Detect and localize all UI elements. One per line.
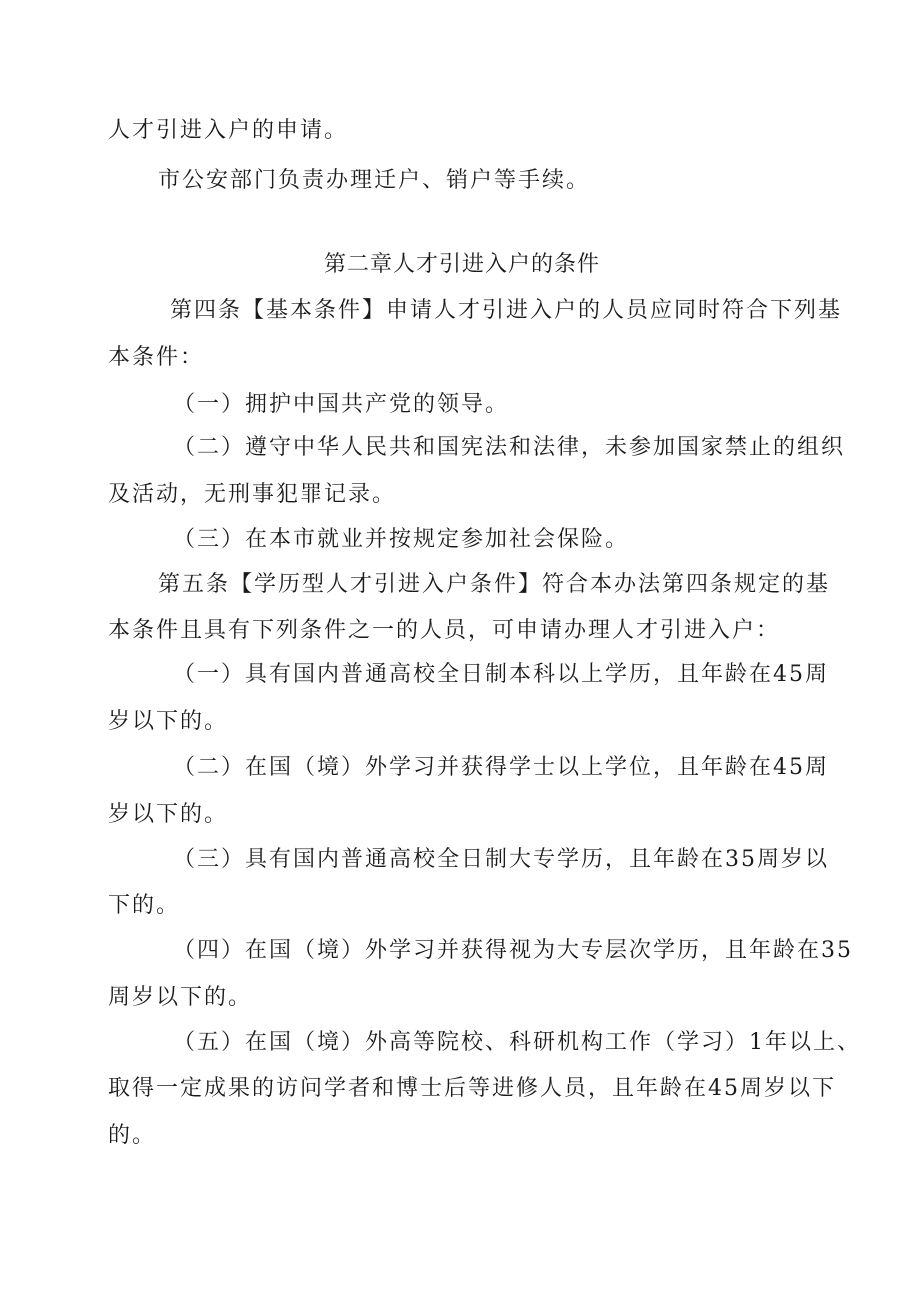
paragraph-line: 人才引进入户的申请。 [108,118,349,143]
list-item: （二）遵守中华人民共和国宪法和法律，未参加国家禁止的组织 [173,435,846,460]
paragraph-line: 岁以下的。 [108,709,229,734]
paragraph-line: 本条件： [108,345,205,370]
paragraph-line: 本条件且具有下列条件之一的人员，可申请办理人才引进入户： [108,618,781,643]
list-item: （一）拥护中国共产党的领导。 [173,392,510,417]
paragraph-line: 的。 [108,1123,157,1148]
chapter-title: 第二章人才引进入户的条件 [324,252,601,277]
list-item: （五）在国（境）外高等院校、科研机构工作（学习）1年以上、 [173,1030,861,1055]
list-item: （三）具有国内普通高校全日制大专学历，且年龄在35周岁以 [173,847,829,872]
paragraph-line: 及活动，无刑事犯罪记录。 [108,482,397,507]
list-item: （三）在本市就业并按规定参加社会保险。 [173,527,630,552]
article-5-heading: 第五条【学历型人才引进入户条件】符合本办法第四条规定的基 [158,572,831,597]
paragraph-line: 岁以下的。 [108,802,229,827]
list-item: （一）具有国内普通高校全日制本科以上学历，且年龄在45周 [173,662,829,687]
paragraph-line: 周岁以下的。 [108,985,253,1010]
paragraph-line: 市公安部门负责办理迁户、销户等手续。 [158,168,591,193]
paragraph-line: 下的。 [108,893,181,918]
list-item: （四）在国（境）外学习并获得视为大专层次学历，且年龄在35 [173,938,853,963]
article-4-heading: 第四条【基本条件】申请人才引进入户的人员应同时符合下列基 [170,298,843,323]
list-item: （二）在国（境）外学习并获得学士以上学位，且年龄在45周 [173,755,829,780]
paragraph-line: 取得一定成果的访问学者和博士后等进修人员，且年龄在45周岁以下 [108,1076,836,1101]
